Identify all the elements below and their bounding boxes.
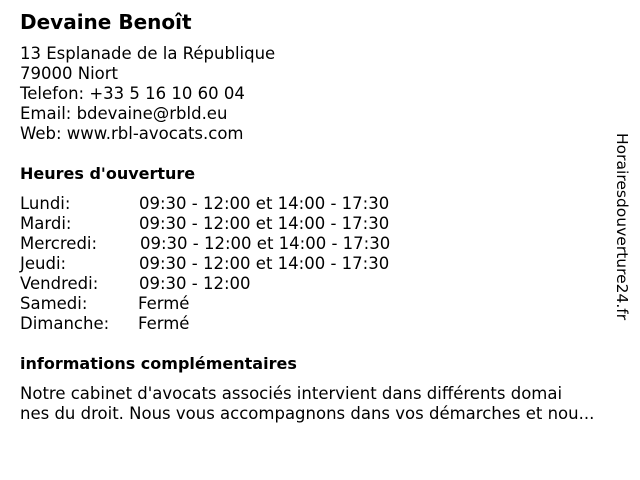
city-postal: 79000 Niort xyxy=(20,64,119,83)
hours-row-friday xyxy=(20,274,440,294)
hours-value: 09:30 - 12:00 et 14:00 - 17:30 xyxy=(140,234,391,253)
contact-block xyxy=(20,44,275,144)
day-label: Lundi: xyxy=(20,194,71,213)
hours-row-tuesday xyxy=(20,214,440,234)
site-watermark: Horairesdouverture24.fr xyxy=(613,133,631,321)
hours-value: Fermé xyxy=(138,314,190,333)
hours-value: 09:30 - 12:00 xyxy=(139,274,251,293)
hours-heading: Heures d'ouverture xyxy=(20,164,196,183)
day-label: Dimanche: xyxy=(20,314,110,333)
street-address: 13 Esplanade de la République xyxy=(20,44,276,63)
hours-value: 09:30 - 12:00 et 14:00 - 17:30 xyxy=(139,214,390,233)
day-label: Mardi: xyxy=(20,214,72,233)
hours-row-sunday xyxy=(20,314,440,334)
hours-value: 09:30 - 12:00 et 14:00 - 17:30 xyxy=(139,254,390,273)
phone-number: Telefon: +33 5 16 10 60 04 xyxy=(20,84,245,103)
hours-value: Fermé xyxy=(138,294,190,313)
info-heading: informations complémentaires xyxy=(20,354,297,373)
website: Web: www.rbl-avocats.com xyxy=(20,124,244,143)
hours-row-thursday xyxy=(20,254,440,274)
info-description xyxy=(20,384,594,424)
hours-row-wednesday xyxy=(20,234,440,254)
info-line: Notre cabinet d'avocats associés intervient dans différents domai xyxy=(20,384,563,403)
hours-value: 09:30 - 12:00 et 14:00 - 17:30 xyxy=(139,194,390,213)
info-line: nes du droit. Nous vous accompagnons dans vos démarches et nou... xyxy=(20,404,595,423)
hours-row-saturday xyxy=(20,294,440,314)
day-label: Mercredi: xyxy=(20,234,98,253)
hours-table xyxy=(20,194,440,334)
hours-row-monday xyxy=(20,194,440,214)
day-label: Jeudi: xyxy=(20,254,67,273)
day-label: Samedi: xyxy=(20,294,88,313)
business-name: Devaine Benoît xyxy=(20,10,192,34)
email-address: Email: bdevaine@rbld.eu xyxy=(20,104,228,123)
day-label: Vendredi: xyxy=(20,274,99,293)
